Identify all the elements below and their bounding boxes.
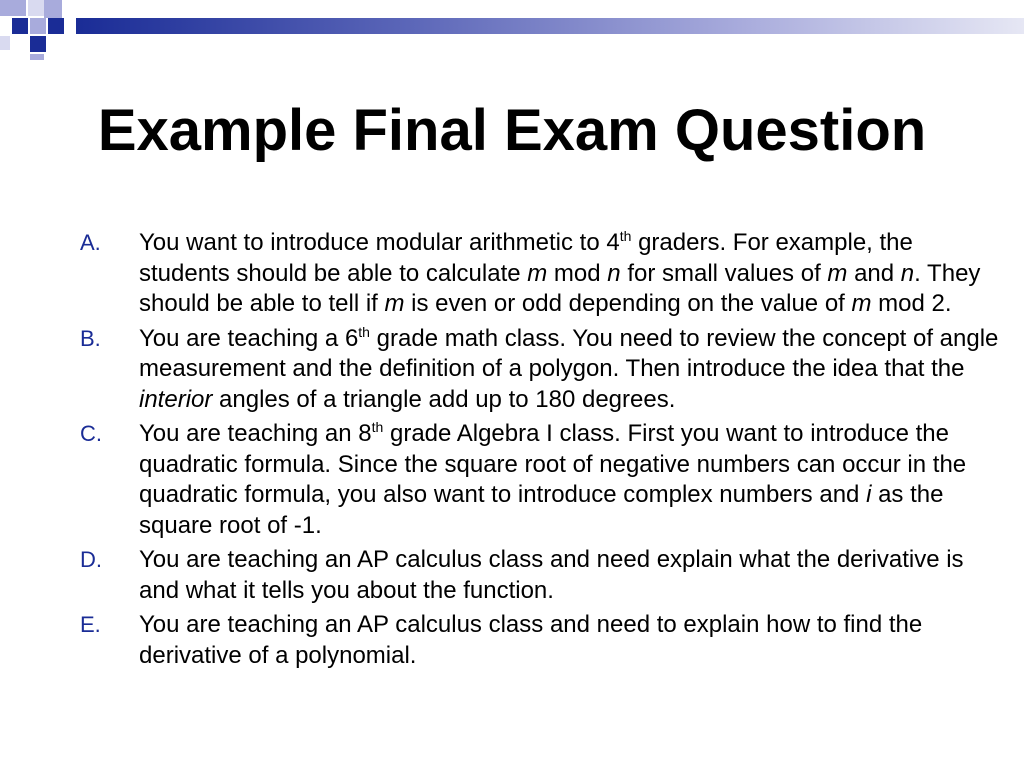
decor-square [44,0,62,18]
question-item [80,228,1010,320]
question-list [80,228,1010,675]
italic-variable: n [607,259,621,287]
decor-square [0,36,10,50]
header-gradient-bar [76,18,1024,34]
italic-variable: m [827,259,848,287]
text-segment: for small values of [620,259,828,287]
italic-variable: m [527,259,548,287]
text-segment: grade Algebra I class. First you want to introduce the quadratic formula. Since the square root of negative numbers can occur in the quadratic formula, you also want to introduce complex numbers and [139,420,967,508]
ordinal-superscript: th [619,228,632,244]
question-text [139,419,1010,541]
question-marker: D. [80,547,102,572]
text-segment: You are teaching an 8 [139,420,372,447]
header-decoration [0,0,1024,60]
italic-variable: m [851,290,872,317]
question-text [139,228,1010,320]
question-item [80,324,1010,416]
question-marker: C. [80,421,102,446]
ordinal-superscript: th [358,323,370,340]
decor-square [30,36,46,52]
text-segment: as the square root of -1. [139,481,944,539]
decor-square [0,0,26,16]
slide-title: Example Final Exam Question [97,98,927,163]
text-segment: angles of a triangle add up to 180 degrees. [212,385,676,413]
decor-square [28,0,44,16]
text-segment: You want to introduce modular arithmetic to 4 [139,229,620,256]
text-segment: and [847,259,901,287]
question-text [139,545,1010,606]
decor-square [12,18,28,34]
text-segment: You are teaching an AP calculus class and need explain what the derivative is and what it tells you about the function. [139,546,964,604]
text-segment: . They should be able to tell if [139,259,981,317]
question-item [80,610,1010,671]
ordinal-superscript: th [371,419,384,435]
text-segment: grade math class. You need to review the concept of angle measurement and the definition of a polygon. Then introduce the idea that the [139,324,999,382]
italic-variable: n [900,259,915,287]
question-marker: E. [80,612,101,637]
question-marker: B. [80,325,101,351]
italic-variable: i [866,481,872,508]
question-item [80,419,1010,541]
text-segment: mod 2. [871,290,952,317]
text-segment: is even or odd depending on the value of [404,290,852,317]
italic-variable: interior [139,385,213,413]
question-text [139,324,1010,416]
text-segment: You are teaching a 6 [139,324,359,352]
question-text [139,610,1010,671]
text-segment: graders. For example, the students should be able to calculate [139,229,913,287]
text-segment: mod [547,259,608,287]
decor-square [48,18,64,34]
italic-variable: m [384,290,405,317]
decor-square [30,54,44,60]
decor-square [30,18,46,34]
text-segment: You are teaching an AP calculus class and need to explain how to find the derivative of a polynomial. [139,611,923,669]
question-item [80,545,1010,606]
question-marker: A. [80,230,101,255]
